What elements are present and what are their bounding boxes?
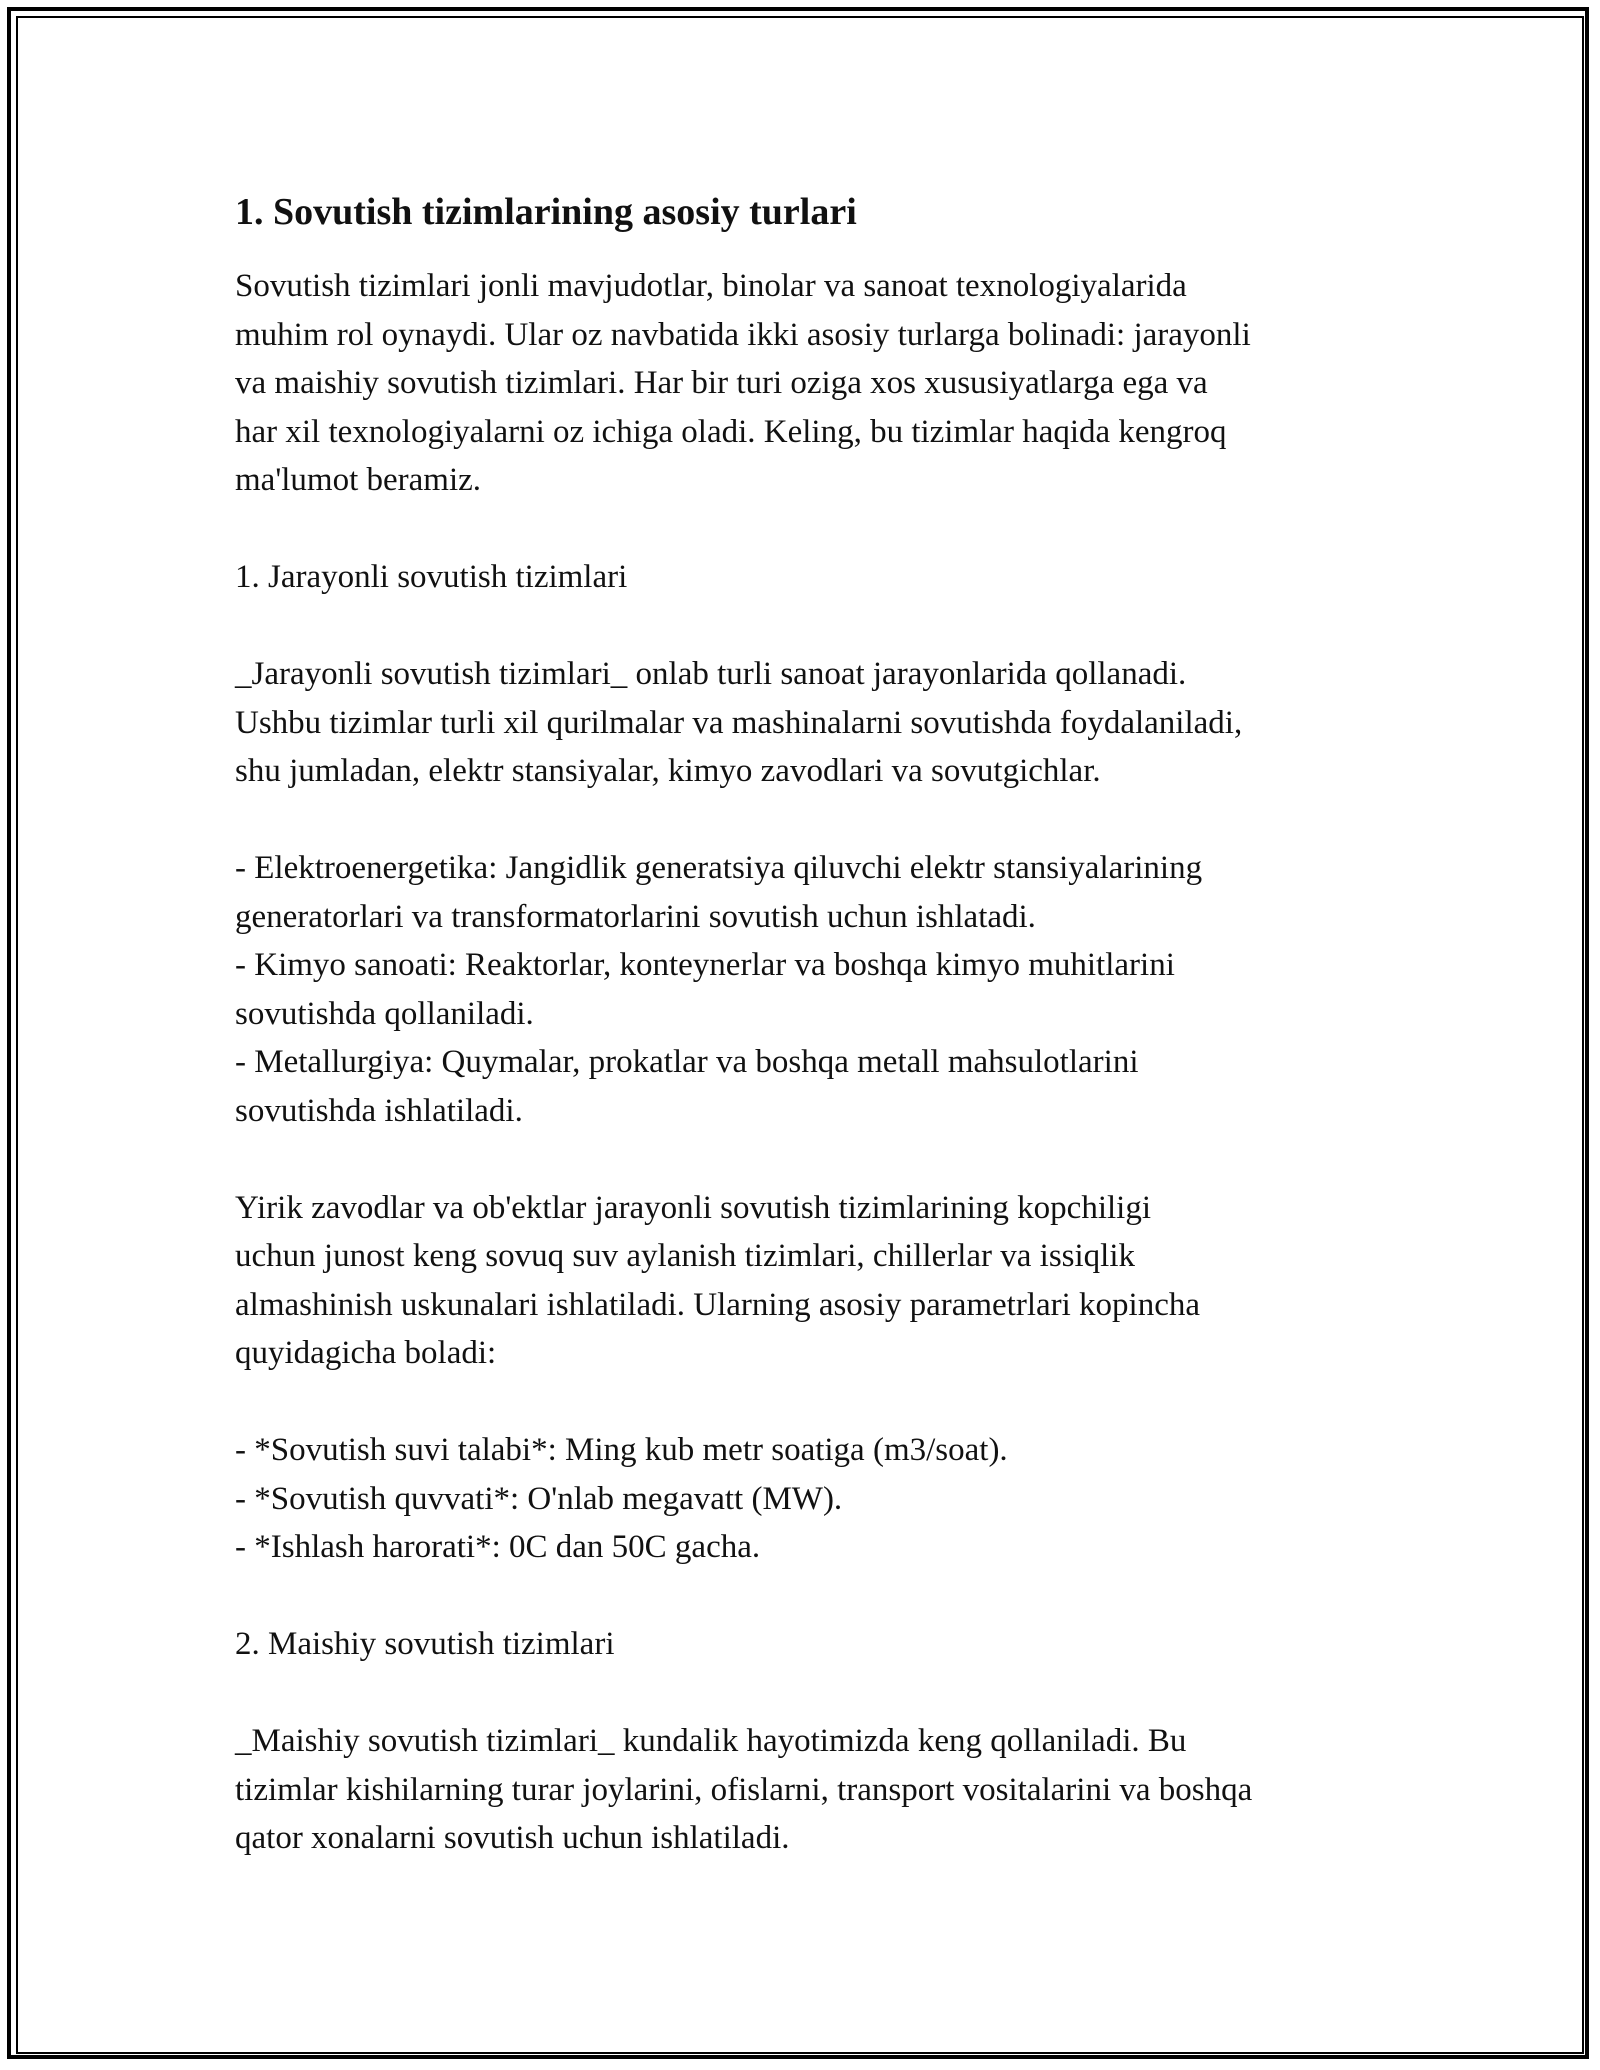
subheading-household-cooling: 2. Maishiy sovutish tizimlari: [235, 1626, 615, 1662]
subheading-process-cooling: 1. Jarayonli sovutish tizimlari: [235, 559, 628, 595]
spacer: [235, 796, 1375, 845]
spacer: [235, 602, 1375, 651]
parameters-list: - *Sovutish suvi talabi*: Ming kub metr soatiga (m3/soat). - *Sovutish quvvati*: O'nlab megavatt (MW). - *Ishlash harorati*: 0C dan 50C gacha.: [235, 1432, 1008, 1565]
document-body: [235, 188, 1375, 1863]
spacer: [235, 1135, 1375, 1184]
process-cooling-paragraph: _Jarayonli sovutish tizimlari_ onlab turli sanoat jarayonlarida qollanadi. Ushbu tizimlar turli xil qurilmalar va mashinalarni sovutishda foydalaniladi, shu jumladan, elektr stansiyalar, kimyo zavodlari va sovutgichlar.: [235, 656, 1243, 789]
spacer: [235, 1572, 1375, 1621]
household-cooling-paragraph: _Maishiy sovutish tizimlari_ kundalik hayotimizda keng qollaniladi. Bu tizimlar kishilarning turar joylarini, ofislarni, transport vositalarini va boshqa qator xonalarni sovutish uchun ishlatiladi.: [235, 1723, 1253, 1856]
industry-list: - Elektroenergetika: Jangidlik generatsiya qiluvchi elektr stansiyalarining generatorlari va transformatorlarini sovutish uchun ishlatadi. - Kimyo sanoati: Reaktorlar, konteynerlar va boshqa kimyo muhitlarini sovutishda qollaniladi. - Metallurgiya: Quymalar, prokatlar va boshqa metall mahsulotlarini sovutishda ishlatiladi.: [235, 850, 1203, 1129]
large-plants-paragraph: Yirik zavodlar va ob'ektlar jarayonli sovutish tizimlarining kopchiligi uchun junost keng sovuq suv aylanish tizimlari, chillerlar va issiqlik almashinish uskunalari ishlatiladi. Ularning asosiy parametrlari kopincha quyidagicha boladi:: [235, 1189, 1201, 1371]
intro-paragraph: Sovutish tizimlari jonli mavjudotlar, binolar va sanoat texnologiyalarida muhim rol oynaydi. Ular oz navbatida ikki asosiy turlarga bolinadi: jarayonli va maishiy sovutish tizimlari. Har bir turi oziga xos xususiyatlarga ega va har xil texnologiyalarni oz ichiga oladi. Keling, bu tizimlar haqida kengroq ma'lumot beramiz.: [235, 268, 1251, 498]
spacer: [235, 1669, 1375, 1718]
spacer: [235, 505, 1375, 554]
spacer: [235, 1378, 1375, 1427]
section-heading: 1. Sovutish tizimlarining asosiy turlari: [235, 191, 857, 233]
